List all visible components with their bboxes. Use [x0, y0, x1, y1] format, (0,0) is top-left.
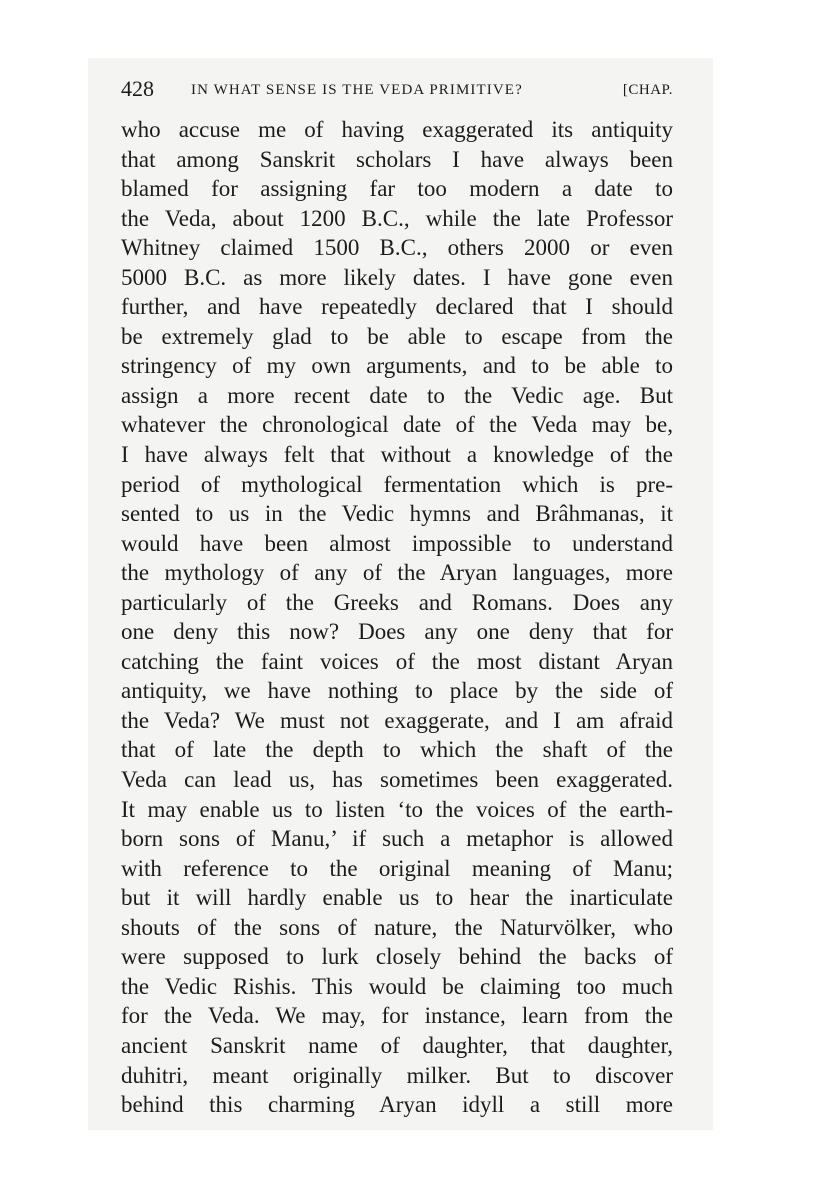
text-line: further, and have repeatedly declared that I should — [121, 294, 673, 320]
page-header — [121, 76, 673, 104]
text-line: be extremely glad to be able to escape from the — [121, 323, 673, 349]
text-line: who accuse me of having exaggerated its antiquity — [121, 117, 673, 142]
text-line: behind this charming Aryan idyll a still more — [121, 1092, 673, 1118]
text-line: shouts of the sons of nature, the Naturvölker, who — [121, 914, 673, 940]
text-line: catching the faint voices of the most distant Aryan — [121, 648, 673, 674]
text-line: with reference to the original meaning of Manu; — [121, 855, 673, 881]
text-line: particularly of the Greeks and Romans. Does any — [121, 589, 673, 615]
page-number: 428 — [121, 76, 154, 101]
text-line: the Veda? We must not exaggerate, and I am afraid — [121, 707, 673, 733]
text-line: sented to us in the Vedic hymns and Brâhmanas, it — [121, 501, 673, 527]
text-line: Whitney claimed 1500 B.C., others 2000 or even — [121, 235, 673, 261]
text-line: the Veda, about 1200 B.C., while the late Professor — [121, 205, 673, 231]
text-line: whatever the chronological date of the Veda may be, — [121, 412, 673, 438]
text-line: It may enable us to listen ‘to the voices of the earth- — [121, 796, 673, 822]
text-line: ancient Sanskrit name of daughter, that daughter, — [121, 1032, 673, 1058]
running-title: IN WHAT SENSE IS THE VEDA PRIMITIVE? — [191, 82, 523, 98]
text-line: that of late the depth to which the shaft of the — [121, 737, 673, 763]
text-line: the mythology of any of the Aryan languages, more — [121, 560, 673, 586]
text-line: stringency of my own arguments, and to be able to — [121, 353, 673, 379]
text-line: I have always felt that without a knowledge of the — [121, 442, 673, 468]
text-line: that among Sanskrit scholars I have always been — [121, 146, 673, 172]
text-line: for the Veda. We may, for instance, learn from the — [121, 1003, 673, 1029]
text-line: 5000 B.C. as more likely dates. I have gone even — [121, 264, 673, 290]
text-line: blamed for assigning far too modern a date to — [121, 176, 673, 202]
text-line: assign a more recent date to the Vedic age. But — [121, 382, 673, 408]
text-line: antiquity, we have nothing to place by the side of — [121, 678, 673, 704]
text-line: the Vedic Rishis. This would be claiming too much — [121, 973, 673, 999]
text-line: but it will hardly enable us to hear the inarticulate — [121, 885, 673, 911]
text-line: duhitri, meant originally milker. But to discover — [121, 1062, 673, 1088]
text-line: period of mythological fermentation which is pre- — [121, 471, 673, 497]
text-line: born sons of Manu,’ if such a metaphor is allowed — [121, 826, 673, 852]
body-text — [121, 115, 673, 1120]
text-line: were supposed to lurk closely behind the backs of — [121, 944, 673, 970]
text-line: Veda can lead us, has sometimes been exaggerated. — [121, 767, 673, 793]
chapter-label: [CHAP. — [622, 82, 673, 98]
text-line: would have been almost impossible to understand — [121, 530, 673, 556]
text-line: one deny this now? Does any one deny that for — [121, 619, 673, 645]
